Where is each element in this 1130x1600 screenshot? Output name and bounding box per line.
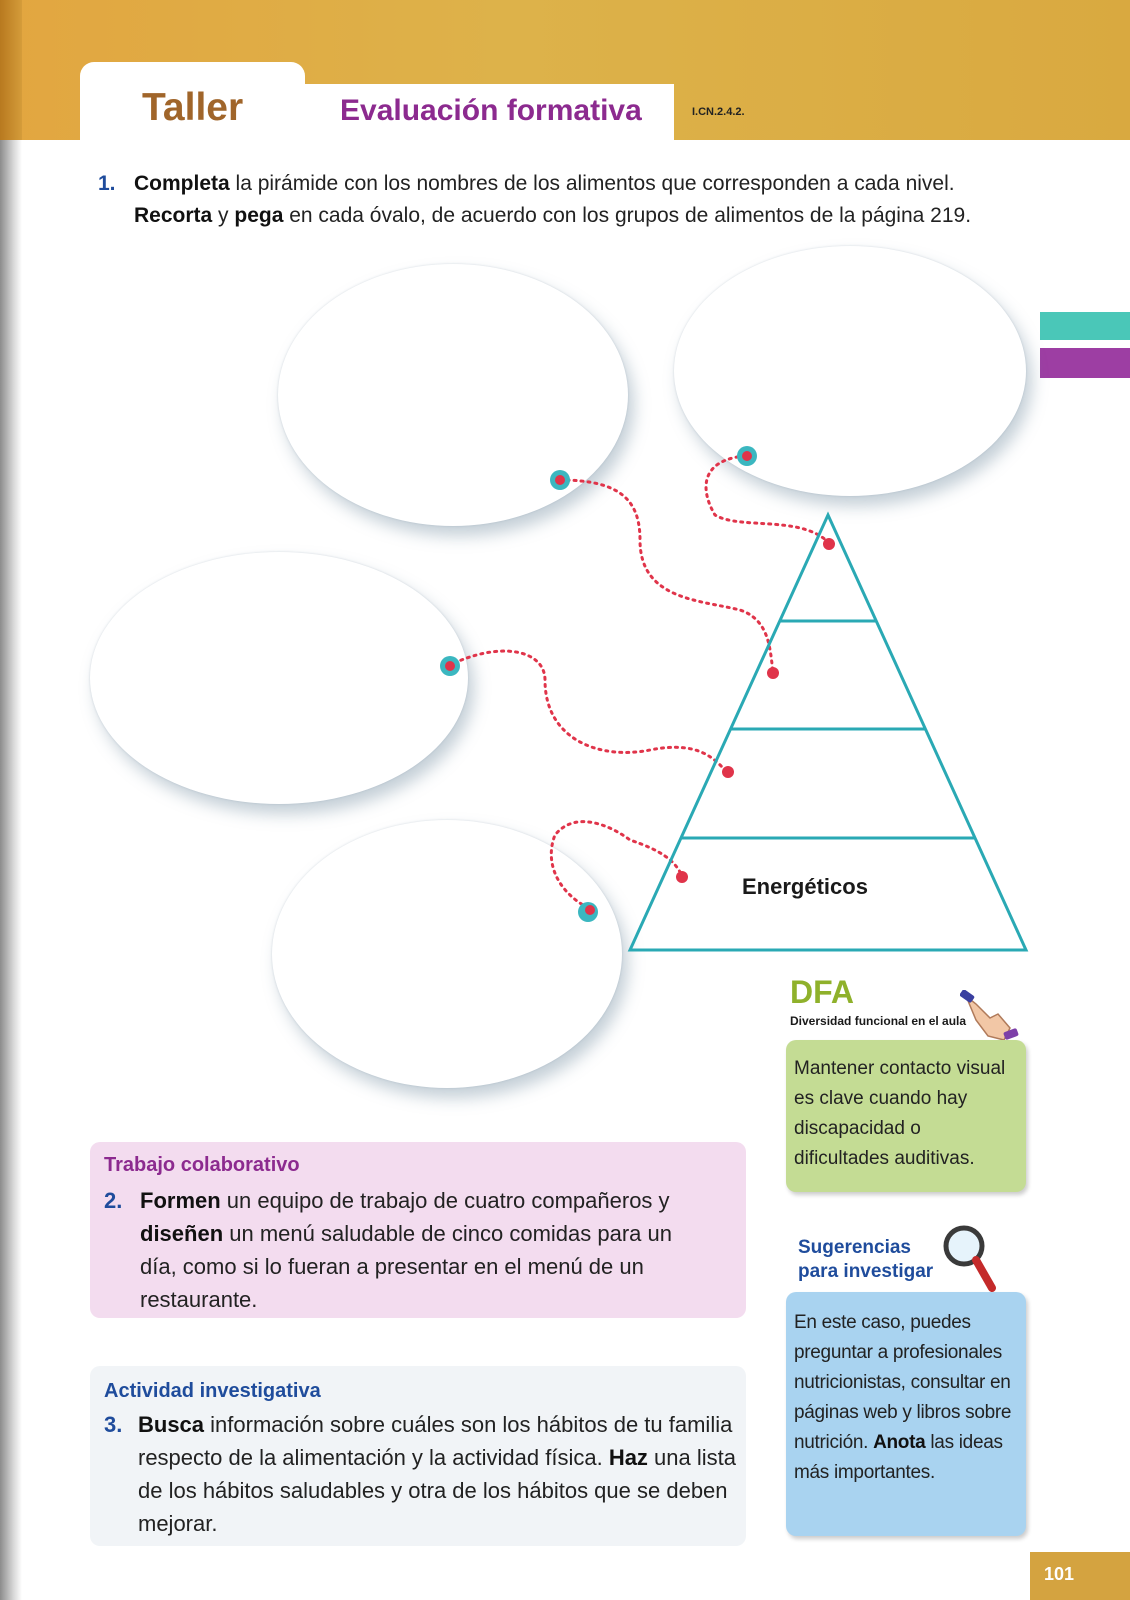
dfa-note xyxy=(786,1040,1026,1192)
question-3-text xyxy=(104,1408,744,1540)
sugerencias-text-end: las ideas más importantes. xyxy=(794,1432,1003,1483)
question-text: la pirámide con los nombres de los alimentos que corresponden a cada nivel. xyxy=(229,172,955,195)
question-number: 2. xyxy=(104,1188,123,1213)
actividad-title: Actividad investigativa xyxy=(104,1380,321,1402)
instruction-verb: Recorta xyxy=(134,204,213,227)
skill-code: I.CN.2.4.2. xyxy=(692,106,745,118)
oval-connector-dot xyxy=(742,451,752,461)
question-text: información sobre cuáles son los hábitos de tu familia respecto de la alimentación y la actividad física. xyxy=(138,1412,733,1470)
instruction-verb: Haz xyxy=(608,1445,648,1470)
pyramid-dot xyxy=(767,667,779,679)
pyramid-dot xyxy=(676,871,688,883)
instruction-verb: pega xyxy=(234,204,284,227)
question-text: un equipo de trabajo de cuatro compañeros y xyxy=(220,1188,670,1213)
pyramid-level-label: Energéticos xyxy=(742,874,868,899)
instruction-verb: Busca xyxy=(138,1412,205,1437)
pyramid-dot xyxy=(722,766,734,778)
sugerencias-text-block xyxy=(794,1308,1022,1488)
sugerencias-title: Sugerencias para investigar xyxy=(798,1237,934,1282)
connector-line xyxy=(448,651,727,772)
sugerencias-text: En este caso, puedes preguntar a profesionales nutricionistas, consultar en páginas web y libros sobre nutrición. xyxy=(794,1312,1012,1453)
hand-icon xyxy=(960,990,1020,1046)
question-text: y xyxy=(212,204,235,227)
dfa-text: Mantener contacto visual es clave cuando hay discapacidad o dificultades auditivas. xyxy=(794,1058,1006,1169)
page-number: 101 xyxy=(1044,1564,1075,1584)
page-number-tab xyxy=(1030,1552,1130,1600)
question-2 xyxy=(104,1184,704,1316)
connector-line xyxy=(706,456,828,542)
section-title: Evaluación formativa xyxy=(340,94,642,127)
connector-line xyxy=(560,480,773,672)
instruction-verb: Completa xyxy=(134,172,230,195)
sugerencias-note xyxy=(786,1292,1026,1536)
question-text: una lista de los hábitos saludables y otra de los hábitos que se deben mejorar. xyxy=(138,1445,736,1536)
oval-connector-dot xyxy=(445,661,455,671)
section-tab-label: Taller xyxy=(142,86,244,129)
instruction-verb: diseñen xyxy=(140,1221,224,1246)
question-text: en cada óvalo, de acuerdo con los grupos de alimentos de la página 219. xyxy=(283,204,972,227)
dfa-title: DFA xyxy=(790,974,854,1010)
trabajo-title: Trabajo colaborativo xyxy=(104,1154,300,1176)
question-number: 3. xyxy=(104,1412,123,1437)
pyramid-dot xyxy=(823,538,835,550)
question-number: 1. xyxy=(98,172,116,195)
dfa-subtitle: Diversidad funcional en el aula xyxy=(790,1014,967,1028)
magnifier-icon xyxy=(940,1222,1000,1294)
connector-line xyxy=(551,822,682,908)
question-3 xyxy=(104,1408,744,1540)
instruction-verb: Formen xyxy=(140,1188,221,1213)
question-text: un menú saludable de cinco comidas para un día, como si lo fueran a presentar en el menú de un restaurante. xyxy=(140,1221,672,1312)
oval-connector-dot xyxy=(555,475,565,485)
question-2-text xyxy=(104,1184,704,1316)
instruction-verb: Anota xyxy=(873,1432,926,1453)
oval-connector-dot xyxy=(585,905,595,915)
